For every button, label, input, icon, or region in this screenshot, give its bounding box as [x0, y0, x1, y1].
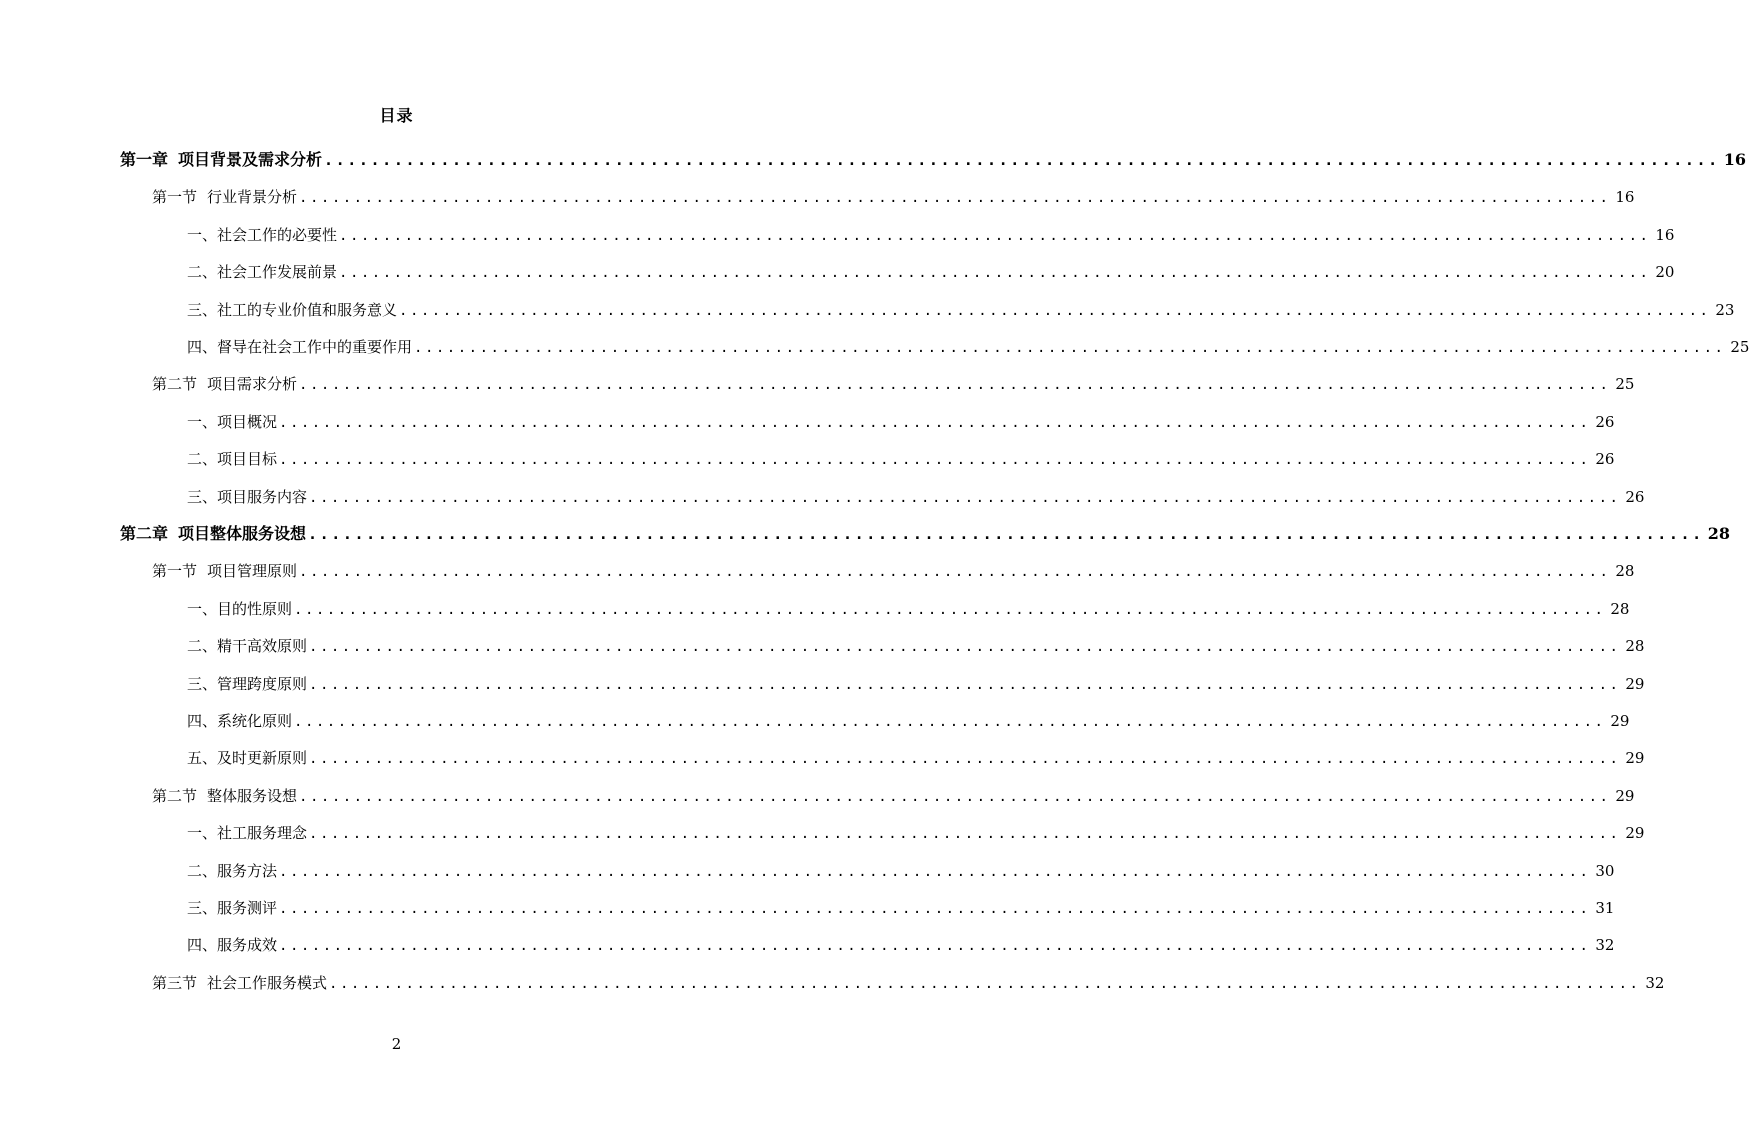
toc-subsection-entry[interactable] [187, 260, 1675, 284]
toc-entry-title: 一、目的性原则 [187, 599, 293, 618]
toc-page-number: 25 [1730, 338, 1749, 356]
toc-entry-title: 社会工作服务模式 [207, 973, 328, 992]
toc-page-number: 26 [1595, 412, 1615, 431]
toc-entry-title: 四、系统化原则 [187, 712, 293, 730]
toc-dot-leader: ........................................................................................................................ [339, 227, 1651, 244]
toc-chapter-entry[interactable] [120, 522, 1730, 546]
toc-entry-title: 三、管理跨度原则 [187, 674, 308, 693]
toc-section-entry[interactable] [152, 185, 1635, 209]
toc-entry-title: 项目管理原则 [207, 562, 298, 581]
toc-dot-leader: ........................................................................................................................ [329, 975, 1641, 992]
toc-dot-leader: ........................................................................................................................ [279, 863, 1591, 880]
toc-subsection-entry[interactable] [187, 672, 1645, 696]
toc-dot-leader: ........................................................................................................................ [324, 151, 1720, 169]
toc-entry-title: 整体服务设想 [207, 786, 298, 805]
toc-dot-leader: ........................................................................................................................ [309, 489, 1621, 506]
toc-page-number: 30 [1595, 861, 1615, 880]
page-title: 目录 [379, 106, 414, 125]
toc-subsection-entry[interactable] [187, 933, 1615, 957]
toc-dot-leader: ........................................................................................................................ [294, 714, 1606, 730]
toc-section-entry[interactable] [152, 372, 1635, 396]
toc-dot-leader: ........................................................................................................................ [309, 639, 1621, 656]
toc-subsection-entry[interactable] [187, 335, 1749, 359]
toc-subsection-entry[interactable] [187, 709, 1630, 733]
toc-page-number: 25 [1615, 375, 1635, 394]
toc-page-number: 29 [1625, 824, 1645, 843]
toc-page-number: 26 [1625, 487, 1645, 506]
toc-entry-title: 三、项目服务内容 [187, 487, 308, 506]
toc-page-number: 29 [1625, 749, 1645, 768]
toc-subsection-entry[interactable] [187, 485, 1645, 509]
toc-subsection-entry[interactable] [187, 859, 1615, 883]
toc-subsection-entry[interactable] [187, 634, 1645, 658]
toc-dot-leader: ........................................................................................................................ [279, 414, 1591, 431]
toc-dot-leader: ........................................................................................................................ [309, 826, 1621, 843]
toc-page-number: 23 [1715, 300, 1735, 319]
toc-subsection-entry[interactable] [187, 896, 1615, 920]
toc-entry-title: 二、服务方法 [187, 861, 278, 880]
toc-entry-title: 项目需求分析 [207, 375, 298, 394]
page-number: 2 [391, 1035, 402, 1053]
toc-entry-number: 第一节 [152, 562, 198, 581]
toc-dot-leader: ........................................................................................................................ [294, 601, 1606, 618]
toc-subsection-entry[interactable] [187, 447, 1615, 471]
toc-dot-leader: ........................................................................................................................ [339, 265, 1651, 282]
toc-page-number: 29 [1615, 786, 1635, 805]
toc-dot-leader: ........................................................................................................................ [279, 938, 1591, 955]
toc-page-number: 28 [1625, 637, 1645, 656]
toc-entry-number: 第一章 [120, 150, 169, 169]
toc-dot-leader: ........................................................................................................................ [299, 564, 1611, 581]
toc-entry-title: 四、督导在社会工作中的重要作用 [187, 338, 413, 356]
toc-subsection-entry[interactable] [187, 298, 1735, 322]
toc-subsection-entry[interactable] [187, 223, 1675, 247]
toc-dot-leader: ........................................................................................................................ [299, 788, 1611, 805]
toc-entry-title: 二、精干高效原则 [187, 637, 308, 656]
toc-dot-leader: ........................................................................................................................ [414, 340, 1726, 356]
toc-section-entry[interactable] [152, 559, 1635, 583]
toc-entry-number: 第二章 [120, 524, 169, 543]
toc-page-number: 28 [1615, 562, 1635, 581]
toc-entry-title: 一、社会工作的必要性 [187, 225, 338, 244]
toc-dot-leader: ........................................................................................................................ [399, 302, 1711, 319]
toc-page-number: 28 [1707, 524, 1730, 543]
toc-dot-leader: ........................................................................................................................ [308, 525, 1704, 543]
toc-dot-leader: ........................................................................................................................ [299, 190, 1611, 207]
toc-page-number: 16 [1655, 225, 1675, 244]
toc-entry-title: 一、社工服务理念 [187, 824, 308, 843]
toc-dot-leader: ........................................................................................................................ [309, 676, 1621, 693]
toc-entry-number: 第二节 [152, 375, 198, 394]
toc-page-number: 28 [1610, 599, 1630, 618]
toc-entry-title: 项目背景及需求分析 [178, 150, 323, 169]
toc-subsection-entry[interactable] [187, 746, 1645, 770]
toc-page-number: 16 [1615, 188, 1635, 207]
toc-page-number: 32 [1645, 973, 1665, 992]
toc-dot-leader: ........................................................................................................................ [279, 452, 1591, 469]
toc-section-entry[interactable] [152, 971, 1665, 995]
toc-page-number: 20 [1655, 263, 1675, 282]
toc-page-number: 29 [1610, 712, 1630, 730]
toc-page-number: 16 [1723, 150, 1746, 169]
toc-entry-title: 二、项目目标 [187, 450, 278, 469]
toc-entry-title: 一、项目概况 [187, 412, 278, 431]
toc-chapter-entry[interactable] [120, 148, 1746, 172]
toc-entry-title: 三、服务测评 [187, 899, 278, 917]
toc-page-number: 31 [1595, 899, 1615, 917]
toc-entry-title: 三、社工的专业价值和服务意义 [187, 300, 398, 319]
toc-subsection-entry[interactable] [187, 597, 1630, 621]
toc-entry-number: 第一节 [152, 188, 198, 207]
toc-dot-leader: ........................................................................................................................ [299, 377, 1611, 394]
toc-entry-number: 第三节 [152, 973, 198, 992]
toc-page-number: 26 [1595, 450, 1615, 469]
toc-dot-leader: ........................................................................................................................ [309, 751, 1621, 768]
toc-dot-leader: ........................................................................................................................ [279, 901, 1591, 917]
toc-entry-title: 四、服务成效 [187, 936, 278, 955]
toc-section-entry[interactable] [152, 784, 1635, 808]
toc-subsection-entry[interactable] [187, 821, 1645, 845]
toc-page-number: 32 [1595, 936, 1615, 955]
toc-entry-title: 行业背景分析 [207, 188, 298, 207]
toc-page-number: 29 [1625, 674, 1645, 693]
toc-entry-title: 五、及时更新原则 [187, 749, 308, 768]
toc-entry-title: 项目整体服务设想 [178, 524, 307, 543]
toc-subsection-entry[interactable] [187, 410, 1615, 434]
toc-entry-title: 二、社会工作发展前景 [187, 263, 338, 282]
toc-entry-number: 第二节 [152, 786, 198, 805]
